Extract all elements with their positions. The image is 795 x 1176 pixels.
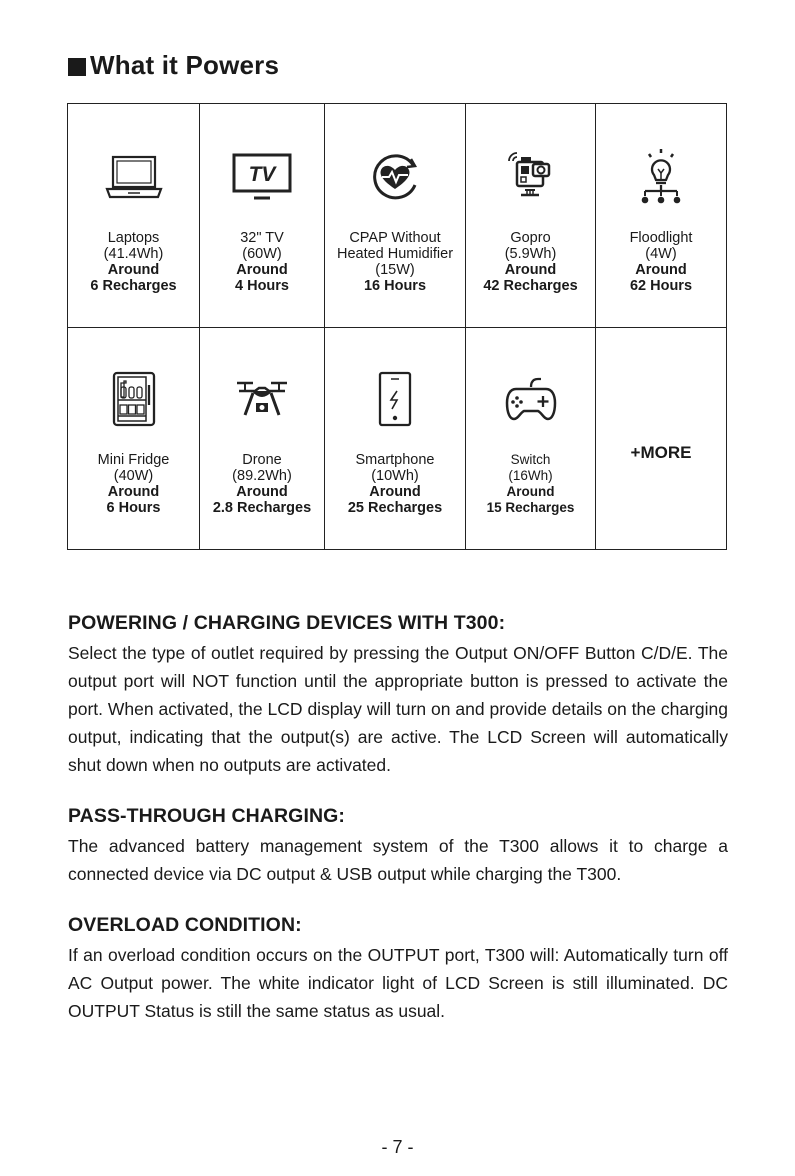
device-result: 62 Hours — [629, 278, 693, 294]
device-cell-smartphone — [325, 328, 466, 549]
device-around: Around — [506, 484, 555, 499]
device-result: 25 Recharges — [347, 500, 443, 516]
lightbulb-icon — [596, 142, 726, 212]
device-spec: (4W) — [645, 246, 677, 262]
page-number: - 7 - — [381, 1137, 414, 1157]
device-name: Mini Fridge — [97, 452, 170, 468]
device-around: Around — [236, 484, 288, 500]
camera-icon — [466, 142, 595, 212]
fridge-icon — [68, 364, 199, 434]
device-text — [325, 230, 465, 294]
device-text — [466, 452, 595, 516]
laptop-icon — [68, 142, 199, 212]
device-result: 42 Recharges — [483, 278, 578, 294]
device-spec: (5.9Wh) — [504, 246, 557, 262]
section-body: Select the type of outlet required by pressing the Output ON/OFF Button C/D/E. The output port will NOT function until the appropriate button is pressed to activate the port. When activated, the LCD display will turn on and provide details on the charging output, indicating that the output(s) are active. The LCD Screen will automatically shut down when no outputs are activated. — [68, 643, 728, 775]
device-text — [596, 230, 726, 294]
device-around: Around — [635, 262, 687, 278]
device-text — [200, 452, 324, 516]
device-result: 15 Recharges — [486, 500, 575, 515]
device-around: Around — [107, 262, 160, 278]
device-cell-tv — [200, 104, 325, 327]
section-body: The advanced battery management system of the T300 allows it to charge a connected device via DC output & USB output while charging the T300. — [68, 836, 728, 884]
device-result: 4 Hours — [235, 278, 289, 294]
device-spec: (60W) — [242, 246, 282, 262]
device-name: Smartphone — [355, 452, 435, 468]
section-overload — [68, 914, 728, 1025]
device-around: Around — [504, 262, 557, 278]
device-name: Floodlight — [629, 230, 693, 246]
device-cell-switch — [466, 328, 596, 549]
more-label: +MORE — [630, 443, 692, 462]
devices-row-1 — [68, 104, 726, 328]
square-bullet-icon — [68, 58, 86, 76]
device-name: CPAP Without — [349, 230, 441, 246]
device-cell-laptops — [68, 104, 200, 327]
gamepad-icon — [466, 364, 595, 434]
device-text — [466, 230, 595, 294]
page-title — [68, 50, 279, 81]
device-result: 16 Hours — [363, 278, 427, 294]
device-result: 2.8 Recharges — [212, 500, 312, 516]
section-pass-through — [68, 805, 728, 888]
device-text — [325, 452, 465, 516]
device-spec: (40W) — [113, 468, 154, 484]
device-spec: (41.4Wh) — [103, 246, 164, 262]
device-cell-mini-fridge — [68, 328, 200, 549]
device-cell-floodlight — [596, 104, 726, 327]
device-result: 6 Recharges — [90, 278, 177, 294]
section-body: If an overload condition occurs on the OUTPUT port, T300 will: Automatically turn off AC Output power. The white indicator light of LCD Screen is still illuminated. DC OUTPUT Status is still the same status as usual. — [68, 945, 728, 1021]
section-powering-charging — [68, 612, 728, 779]
device-text — [68, 452, 199, 516]
device-text — [68, 230, 199, 294]
section-heading: PASS-THROUGH CHARGING: — [68, 805, 345, 827]
device-name: Laptops — [107, 230, 160, 246]
device-name: Drone — [242, 452, 282, 468]
device-result: 6 Hours — [106, 500, 161, 516]
device-around: Around — [369, 484, 421, 500]
device-cell-cpap — [325, 104, 466, 327]
device-spec: (10Wh) — [371, 468, 419, 484]
device-name: 32" TV — [240, 230, 284, 246]
page-title-text: What it Powers — [90, 50, 280, 80]
device-spec: (16Wh) — [508, 468, 553, 483]
device-around: Around — [107, 484, 160, 500]
devices-row-2 — [68, 328, 726, 549]
devices-table — [67, 103, 727, 550]
tv-icon-text: TV — [248, 163, 276, 186]
heart-icon — [325, 142, 465, 212]
section-heading: POWERING / CHARGING DEVICES WITH T300: — [68, 612, 506, 634]
device-cell-more — [596, 328, 726, 549]
tv-icon — [200, 142, 324, 212]
section-heading: OVERLOAD CONDITION: — [68, 914, 302, 936]
device-around: Around — [236, 262, 288, 278]
device-name: Gopro — [510, 230, 551, 246]
device-name: Switch — [510, 452, 551, 467]
smartphone-icon — [325, 364, 465, 434]
device-cell-drone — [200, 328, 325, 549]
device-spec: (89.2Wh) — [232, 468, 292, 484]
device-text — [200, 230, 324, 294]
drone-icon — [200, 364, 324, 434]
device-spec: (15W) — [375, 262, 415, 278]
device-name-line2: Heated Humidifier — [336, 246, 454, 262]
device-cell-gopro — [466, 104, 596, 327]
